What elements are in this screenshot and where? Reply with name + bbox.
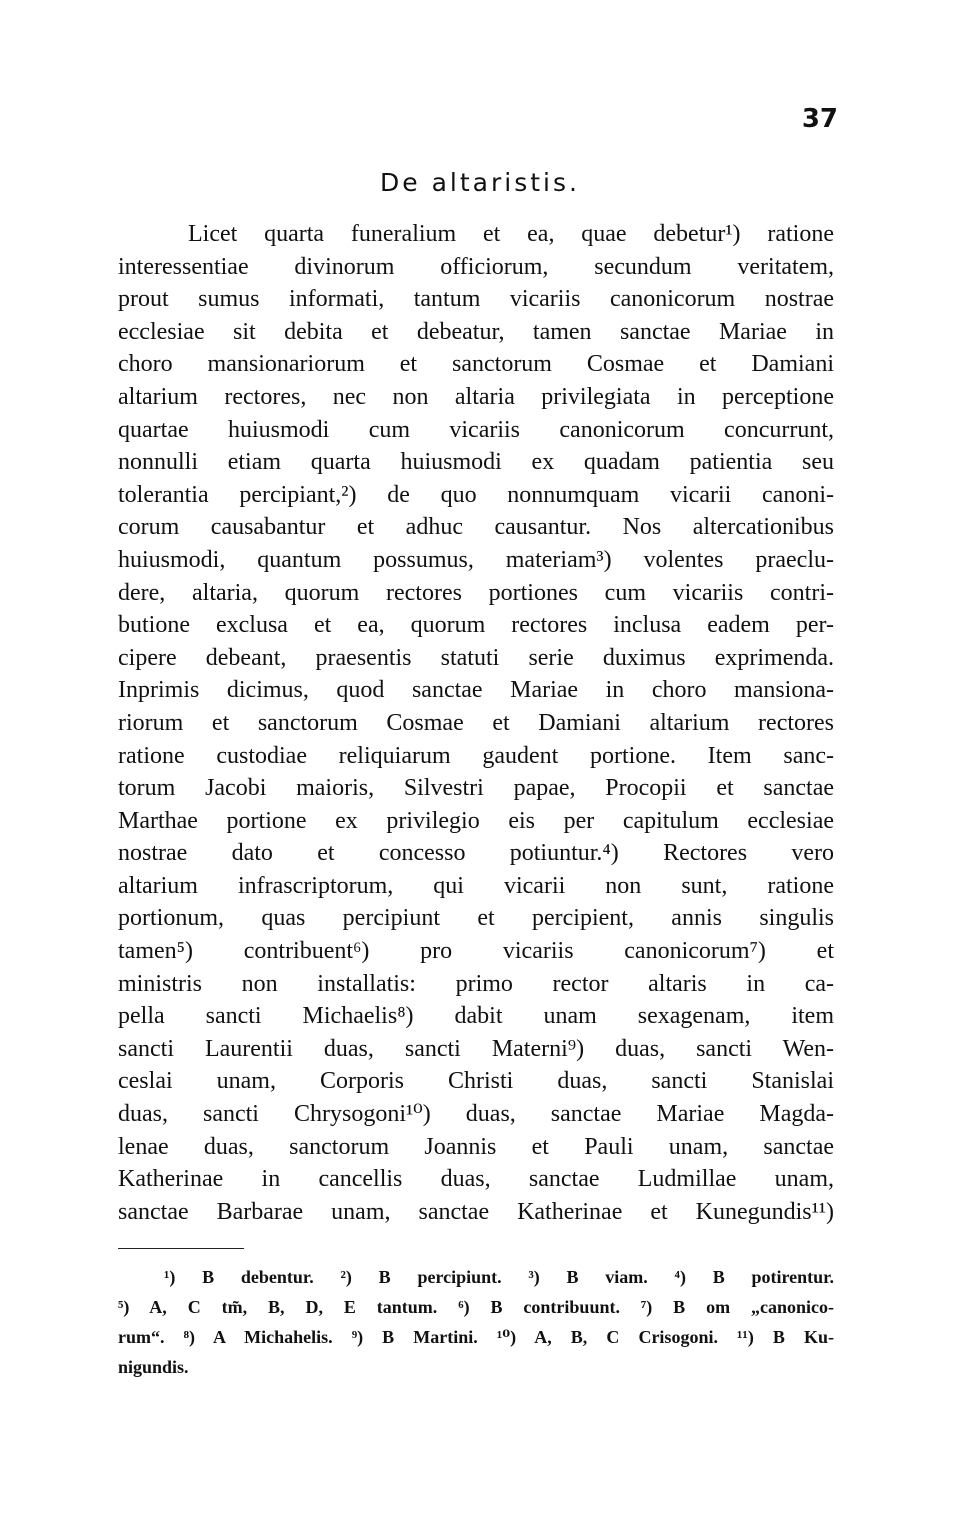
footnote-line: rum“. ⁸) A Michahelis. ⁹) B Martini. ¹⁰) A, B, C Crisogoni. ¹¹) B Ku-	[118, 1327, 834, 1347]
section-heading: De altaristis.	[380, 168, 580, 197]
footnote-line: ¹) B debentur. ²) B percipiunt. ³) B viam. ⁴) B potirentur.	[164, 1267, 834, 1287]
text-line: nonnulli etiam quarta huiusmodi ex quadam patientia seu	[118, 449, 834, 476]
text-line: torum Jacobi maioris, Silvestri papae, Procopii et sanctae	[118, 775, 834, 802]
footnote-line: ⁵) A, C tm̃, B, D, E tantum. ⁶) B contribuunt. ⁷) B om „canonico-	[118, 1297, 834, 1317]
text-line: prout sumus informati, tantum vicariis canonicorum nostrae	[118, 286, 834, 313]
body-text	[118, 218, 834, 1228]
text-line: cipere debeant, praesentis statuti serie duximus exprimenda.	[118, 644, 834, 671]
text-line: portionum, quas percipiunt et percipient, annis singulis	[118, 905, 834, 932]
text-line: ratione custodiae reliquiarum gaudent portione. Item sanc-	[118, 742, 834, 769]
text-line: altarium rectores, nec non altaria privilegiata in perceptione	[118, 383, 834, 410]
text-line: quartae huiusmodi cum vicariis canonicorum concurrunt,	[118, 416, 834, 443]
footnote-divider	[118, 1248, 244, 1249]
text-line: Marthae portione ex privilegio eis per capitulum ecclesiae	[118, 807, 834, 834]
text-line: altarium infrascriptorum, qui vicarii non sunt, ratione	[118, 872, 834, 899]
text-line: choro mansionariorum et sanctorum Cosmae et Damiani	[118, 351, 834, 378]
text-line: tolerantia percipiant,²) de quo nonnumquam vicarii canoni-	[118, 481, 834, 508]
text-line: pella sancti Michaelis⁸) dabit unam sexagenam, item	[118, 1003, 834, 1030]
footnotes	[118, 1262, 834, 1382]
page-number: 37	[801, 104, 838, 134]
text-line: ecclesiae sit debita et debeatur, tamen sanctae Mariae in	[118, 318, 834, 345]
footnote-line: nigundis.	[118, 1357, 189, 1377]
text-line: nostrae dato et concesso potiuntur.⁴) Rectores vero	[118, 840, 834, 867]
text-line: tamen⁵) contribuent⁶) pro vicariis canonicorum⁷) et	[118, 938, 834, 965]
text-line: Katherinae in cancellis duas, sanctae Ludmillae unam,	[118, 1166, 834, 1193]
text-line: corum causabantur et adhuc causantur. Nos altercationibus	[118, 514, 834, 541]
text-line: ceslai unam, Corporis Christi duas, sancti Stanislai	[118, 1068, 834, 1095]
text-line: interessentiae divinorum officiorum, secundum veritatem,	[118, 253, 834, 280]
text-line: dere, altaria, quorum rectores portiones cum vicariis contri-	[118, 579, 834, 606]
text-line: duas, sancti Chrysogoni¹⁰) duas, sanctae Mariae Magda-	[118, 1101, 834, 1128]
text-line: riorum et sanctorum Cosmae et Damiani altarium rectores	[118, 709, 834, 736]
text-line: ministris non installatis: primo rector altaris in ca-	[118, 970, 834, 997]
text-line: sanctae Barbarae unam, sanctae Katherinae et Kunegundis¹¹)	[118, 1198, 834, 1225]
text-line: sancti Laurentii duas, sancti Materni⁹) duas, sancti Wen-	[118, 1035, 834, 1062]
text-line: Licet quarta funeralium et ea, quae debetur¹) ratione	[188, 221, 834, 247]
text-line: Inprimis dicimus, quod sanctae Mariae in choro mansiona-	[118, 677, 834, 704]
text-line: huiusmodi, quantum possumus, materiam³) volentes praeclu-	[118, 546, 834, 573]
text-line: butione exclusa et ea, quorum rectores inclusa eadem per-	[118, 612, 834, 639]
text-line: lenae duas, sanctorum Joannis et Pauli unam, sanctae	[118, 1133, 834, 1160]
